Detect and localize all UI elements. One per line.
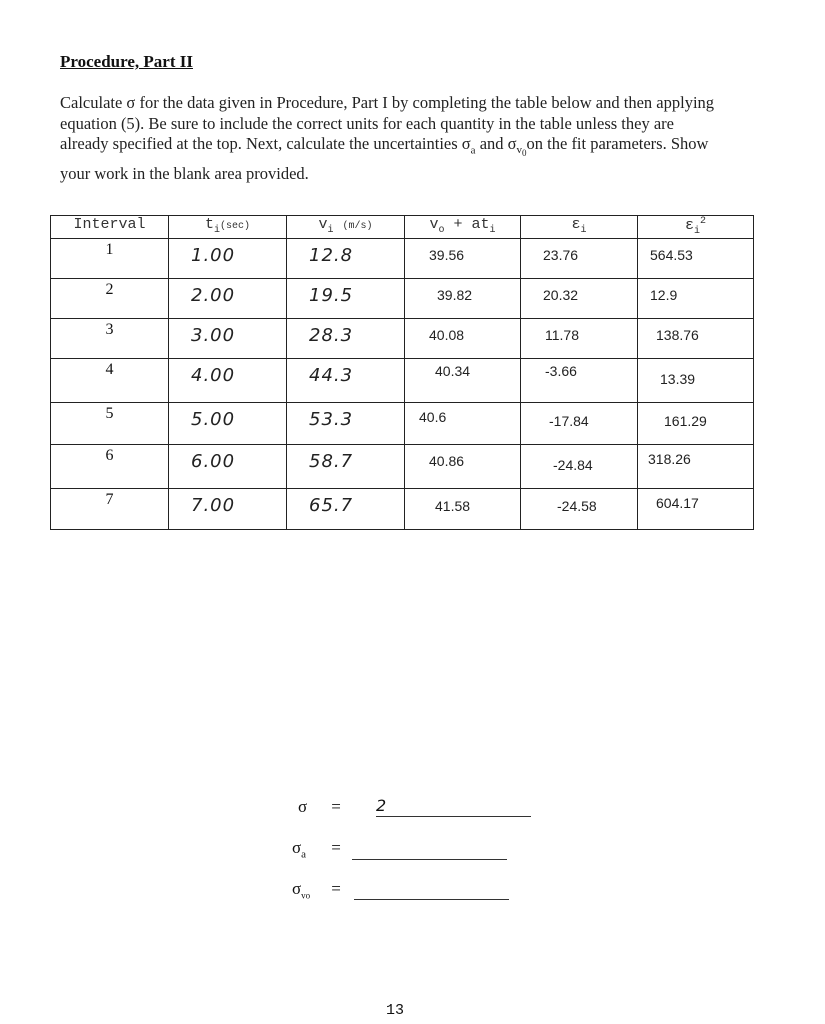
cell-velocity: 58.7 [287, 445, 405, 489]
sigma-a-label: $\sigma_a$ [292, 838, 307, 861]
section-heading: Procedure, Part II [60, 52, 193, 71]
sigma-v0-answer [292, 879, 509, 900]
cell-epsilon-squared: 12.9 [638, 279, 754, 319]
cell-epsilon: -3.66 [521, 359, 638, 403]
cell-interval: 7 [51, 489, 169, 530]
equals-sign: = [331, 879, 341, 898]
cell-fit: 40.86 [405, 445, 521, 489]
header-epsilon-squared: $\varepsilon_i^2$ [638, 216, 754, 239]
cell-velocity: 19.5 [287, 279, 405, 319]
cell-epsilon: -24.58 [521, 489, 638, 530]
cell-time: 4.00 [169, 359, 287, 403]
sigma-a-answer-line [352, 845, 507, 860]
instructions-line-1: Calculate σ for the data given in Procedure, Part I by completing the table below and then applying [60, 93, 715, 112]
header-time: $t_i(\sec)$ [169, 216, 287, 239]
cell-time: 6.00 [169, 445, 287, 489]
sigma-label: σ [298, 797, 308, 816]
header-fit: $v_o + at_i$ [405, 216, 521, 239]
cell-time: 1.00 [169, 239, 287, 279]
table-row [51, 319, 754, 359]
sigma-handwritten-value: 2 [376, 796, 387, 815]
cell-time: 3.00 [169, 319, 287, 359]
cell-interval: 1 [51, 239, 169, 279]
table-row [51, 359, 754, 403]
instructions-line-2: equation (5). Be sure to include the correct units for each quantity in the table unless they are [60, 113, 674, 133]
cell-interval: 3 [51, 319, 169, 359]
cell-epsilon-squared: 564.53 [638, 239, 754, 279]
instructions-line-3: already specified at the top. Next, calculate the uncertainties $\sigma_a$ and $\sigma_{v_0}on$ the fit parameters. Show [60, 134, 709, 159]
cell-fit: 40.34 [405, 359, 521, 403]
sigma-answer-line [376, 796, 531, 817]
header-epsilon: $\varepsilon_i$ [521, 216, 638, 239]
cell-fit: 41.58 [405, 489, 521, 530]
cell-velocity: 12.8 [287, 239, 405, 279]
table-row [51, 279, 754, 319]
cell-velocity: 65.7 [287, 489, 405, 530]
sigma-answer [292, 797, 531, 817]
cell-epsilon-squared: 161.29 [638, 403, 754, 445]
cell-interval: 4 [51, 359, 169, 403]
cell-epsilon-squared: 318.26 [638, 445, 754, 489]
table-row [51, 445, 754, 489]
table-header-row [51, 216, 754, 239]
cell-velocity: 28.3 [287, 319, 405, 359]
equals-sign: = [331, 838, 341, 857]
cell-fit: 40.08 [405, 319, 521, 359]
cell-time: 7.00 [169, 489, 287, 530]
cell-epsilon-squared: 13.39 [638, 359, 754, 403]
cell-epsilon-squared: 604.17 [638, 489, 754, 530]
table-row [51, 239, 754, 279]
cell-time: 2.00 [169, 279, 287, 319]
header-interval: Interval [51, 216, 169, 239]
cell-time: 5.00 [169, 403, 287, 445]
cell-velocity: 53.3 [287, 403, 405, 445]
instructions-line-4: your work in the blank area provided. [60, 163, 309, 183]
sigma-v0-answer-line [354, 885, 509, 900]
cell-epsilon-squared: 138.76 [638, 319, 754, 359]
table-row [51, 489, 754, 530]
data-table [50, 215, 754, 530]
instructions-paragraph [60, 93, 750, 184]
cell-fit: 40.6 [405, 403, 521, 445]
cell-interval: 6 [51, 445, 169, 489]
cell-epsilon: 23.76 [521, 239, 638, 279]
cell-velocity: 44.3 [287, 359, 405, 403]
page-number: 13 [386, 1002, 405, 1019]
sigma-v0-label: $\sigma_{vo}$ [292, 879, 311, 901]
cell-epsilon: -17.84 [521, 403, 638, 445]
cell-fit: 39.82 [405, 279, 521, 319]
cell-interval: 2 [51, 279, 169, 319]
header-velocity: $v_i$ (m/s) [287, 216, 405, 239]
cell-epsilon: 11.78 [521, 319, 638, 359]
equals-sign: = [331, 797, 341, 816]
cell-interval: 5 [51, 403, 169, 445]
sigma-a-answer [292, 838, 507, 860]
cell-epsilon: 20.32 [521, 279, 638, 319]
cell-epsilon: -24.84 [521, 445, 638, 489]
cell-fit: 39.56 [405, 239, 521, 279]
table-row [51, 403, 754, 445]
